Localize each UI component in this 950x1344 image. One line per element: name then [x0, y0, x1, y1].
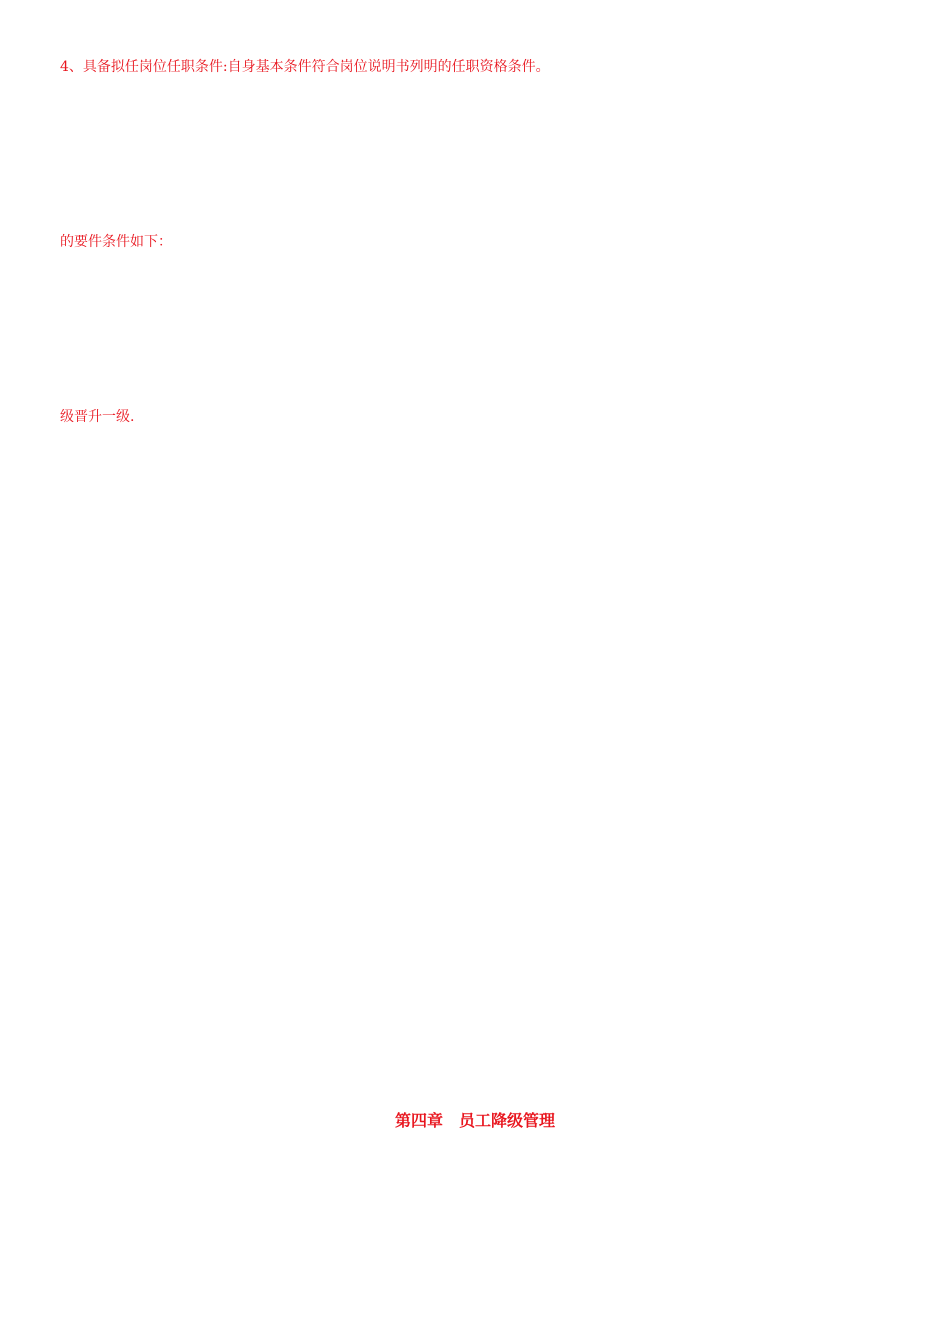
clause-4-qualification	[60, 57, 884, 77]
paragraph-text: 的要件条件如下：	[60, 234, 172, 250]
line-text: 4、具备拟任岗位任职条件:自身基本条件符合岗位说明书列明的任职资格条件。	[60, 59, 550, 75]
paragraph-exceptional-2	[60, 232, 884, 252]
paragraph-outstanding-2	[60, 407, 884, 427]
chapter-4-title: 第四章 员工降级管理	[394, 1111, 555, 1130]
paragraph-text: 级晋升一级.	[60, 409, 135, 425]
